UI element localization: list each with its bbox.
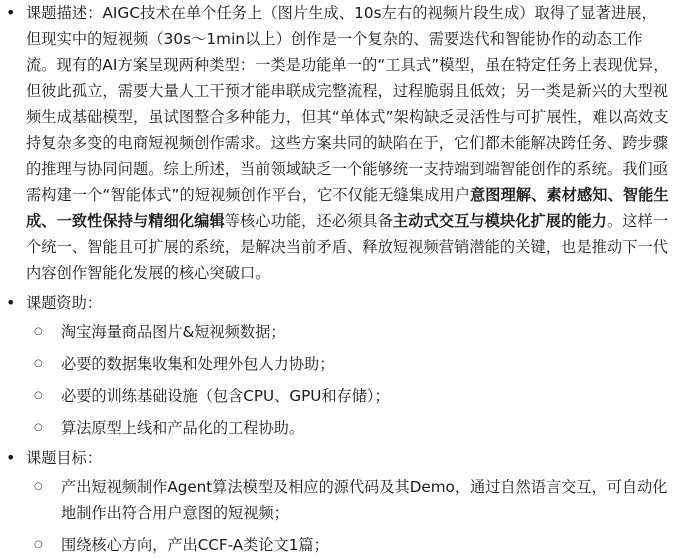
- description-paragraph: [26, 0, 671, 286]
- description-text-1: AIGC技术在单个任务上（图片生成、10s左右的视频片段生成）取得了显著进展，但现实中的短视频（30s～1min以上）创作是一个复杂的、需要迭代和智能协作的动态工作流。现有的AI方案呈现两种类型：一类是功能单一的“工具式”模型，虽在特定任务上表现优异，但彼此孤立，需要大量人工干预才能串联成完整流程，过程脆弱且低效；另一类是新兴的大型视频生成基础模型，虽试图整合多种能力，但其“单体式”架构缺乏灵活性与可扩展性，难以高效支持复杂多变的电商短视频创作需求。这些方案共同的缺陷在于，它们都未能解决跨任务、跨步骤的推理与协同问题。综上所述，当前领域缺乏一个能够统一支持端到端智能创作的系统。我们亟需构建一个“智能体式”的短视频创作平台，它不仅能无缝集成用户: [26, 4, 669, 204]
- funding-list: [26, 319, 671, 441]
- description-bold-2: 主动式交互与模块化扩展的能力: [392, 212, 607, 230]
- funding-item-text: 必要的训练基础设施（包含CPU、GPU和存储）；: [61, 387, 390, 405]
- goals-label: 课题目标：: [26, 449, 102, 467]
- list-item: [26, 415, 671, 441]
- funding-label: 课题资助：: [26, 294, 102, 312]
- list-item: [26, 474, 671, 526]
- funding-item-text: 淘宝海量商品图片&短视频数据；: [61, 323, 286, 341]
- list-item: [26, 351, 671, 377]
- description-bold-1: 意图理解、素材感知、智能生成、一致性保持与精细化编辑: [26, 186, 669, 230]
- description-text-3: 。这样一个统一、智能且可扩展的系统，是解决当前矛盾、释放短视频营销潜能的关键，也是推动下一代内容创作智能化发展的核心突破口。: [26, 212, 669, 282]
- circle-bullet-icon: ○: [34, 390, 43, 401]
- goal-item-text: 产出短视频制作Agent算法模型及相应的源代码及其Demo，通过自然语言交互，可自动化地制作出符合用户意图的短视频；: [61, 478, 668, 522]
- bullet-icon: •: [6, 448, 16, 467]
- goals-list: [26, 474, 671, 558]
- circle-bullet-icon: ○: [34, 358, 43, 369]
- circle-bullet-icon: ○: [34, 326, 43, 337]
- circle-bullet-icon: ○: [34, 481, 43, 492]
- list-item: [26, 383, 671, 409]
- circle-bullet-icon: ○: [34, 539, 43, 550]
- goal-item-text: 围绕核心方向，产出CCF-A类论文1篇；: [61, 536, 329, 554]
- bullet-icon: •: [6, 293, 16, 312]
- list-item: [26, 532, 671, 558]
- list-item: [26, 319, 671, 345]
- description-label: 课题描述：: [26, 4, 103, 22]
- description-text-2: 等核心功能，还必须具备: [224, 212, 393, 230]
- bullet-icon: •: [6, 3, 16, 22]
- funding-item-text: 必要的数据集收集和处理外包人力协助；: [61, 355, 335, 373]
- funding-section: [0, 290, 677, 441]
- goals-section: [0, 445, 677, 558]
- circle-bullet-icon: ○: [34, 422, 43, 433]
- funding-item-text: 算法原型上线和产品化的工程协助。: [61, 419, 304, 437]
